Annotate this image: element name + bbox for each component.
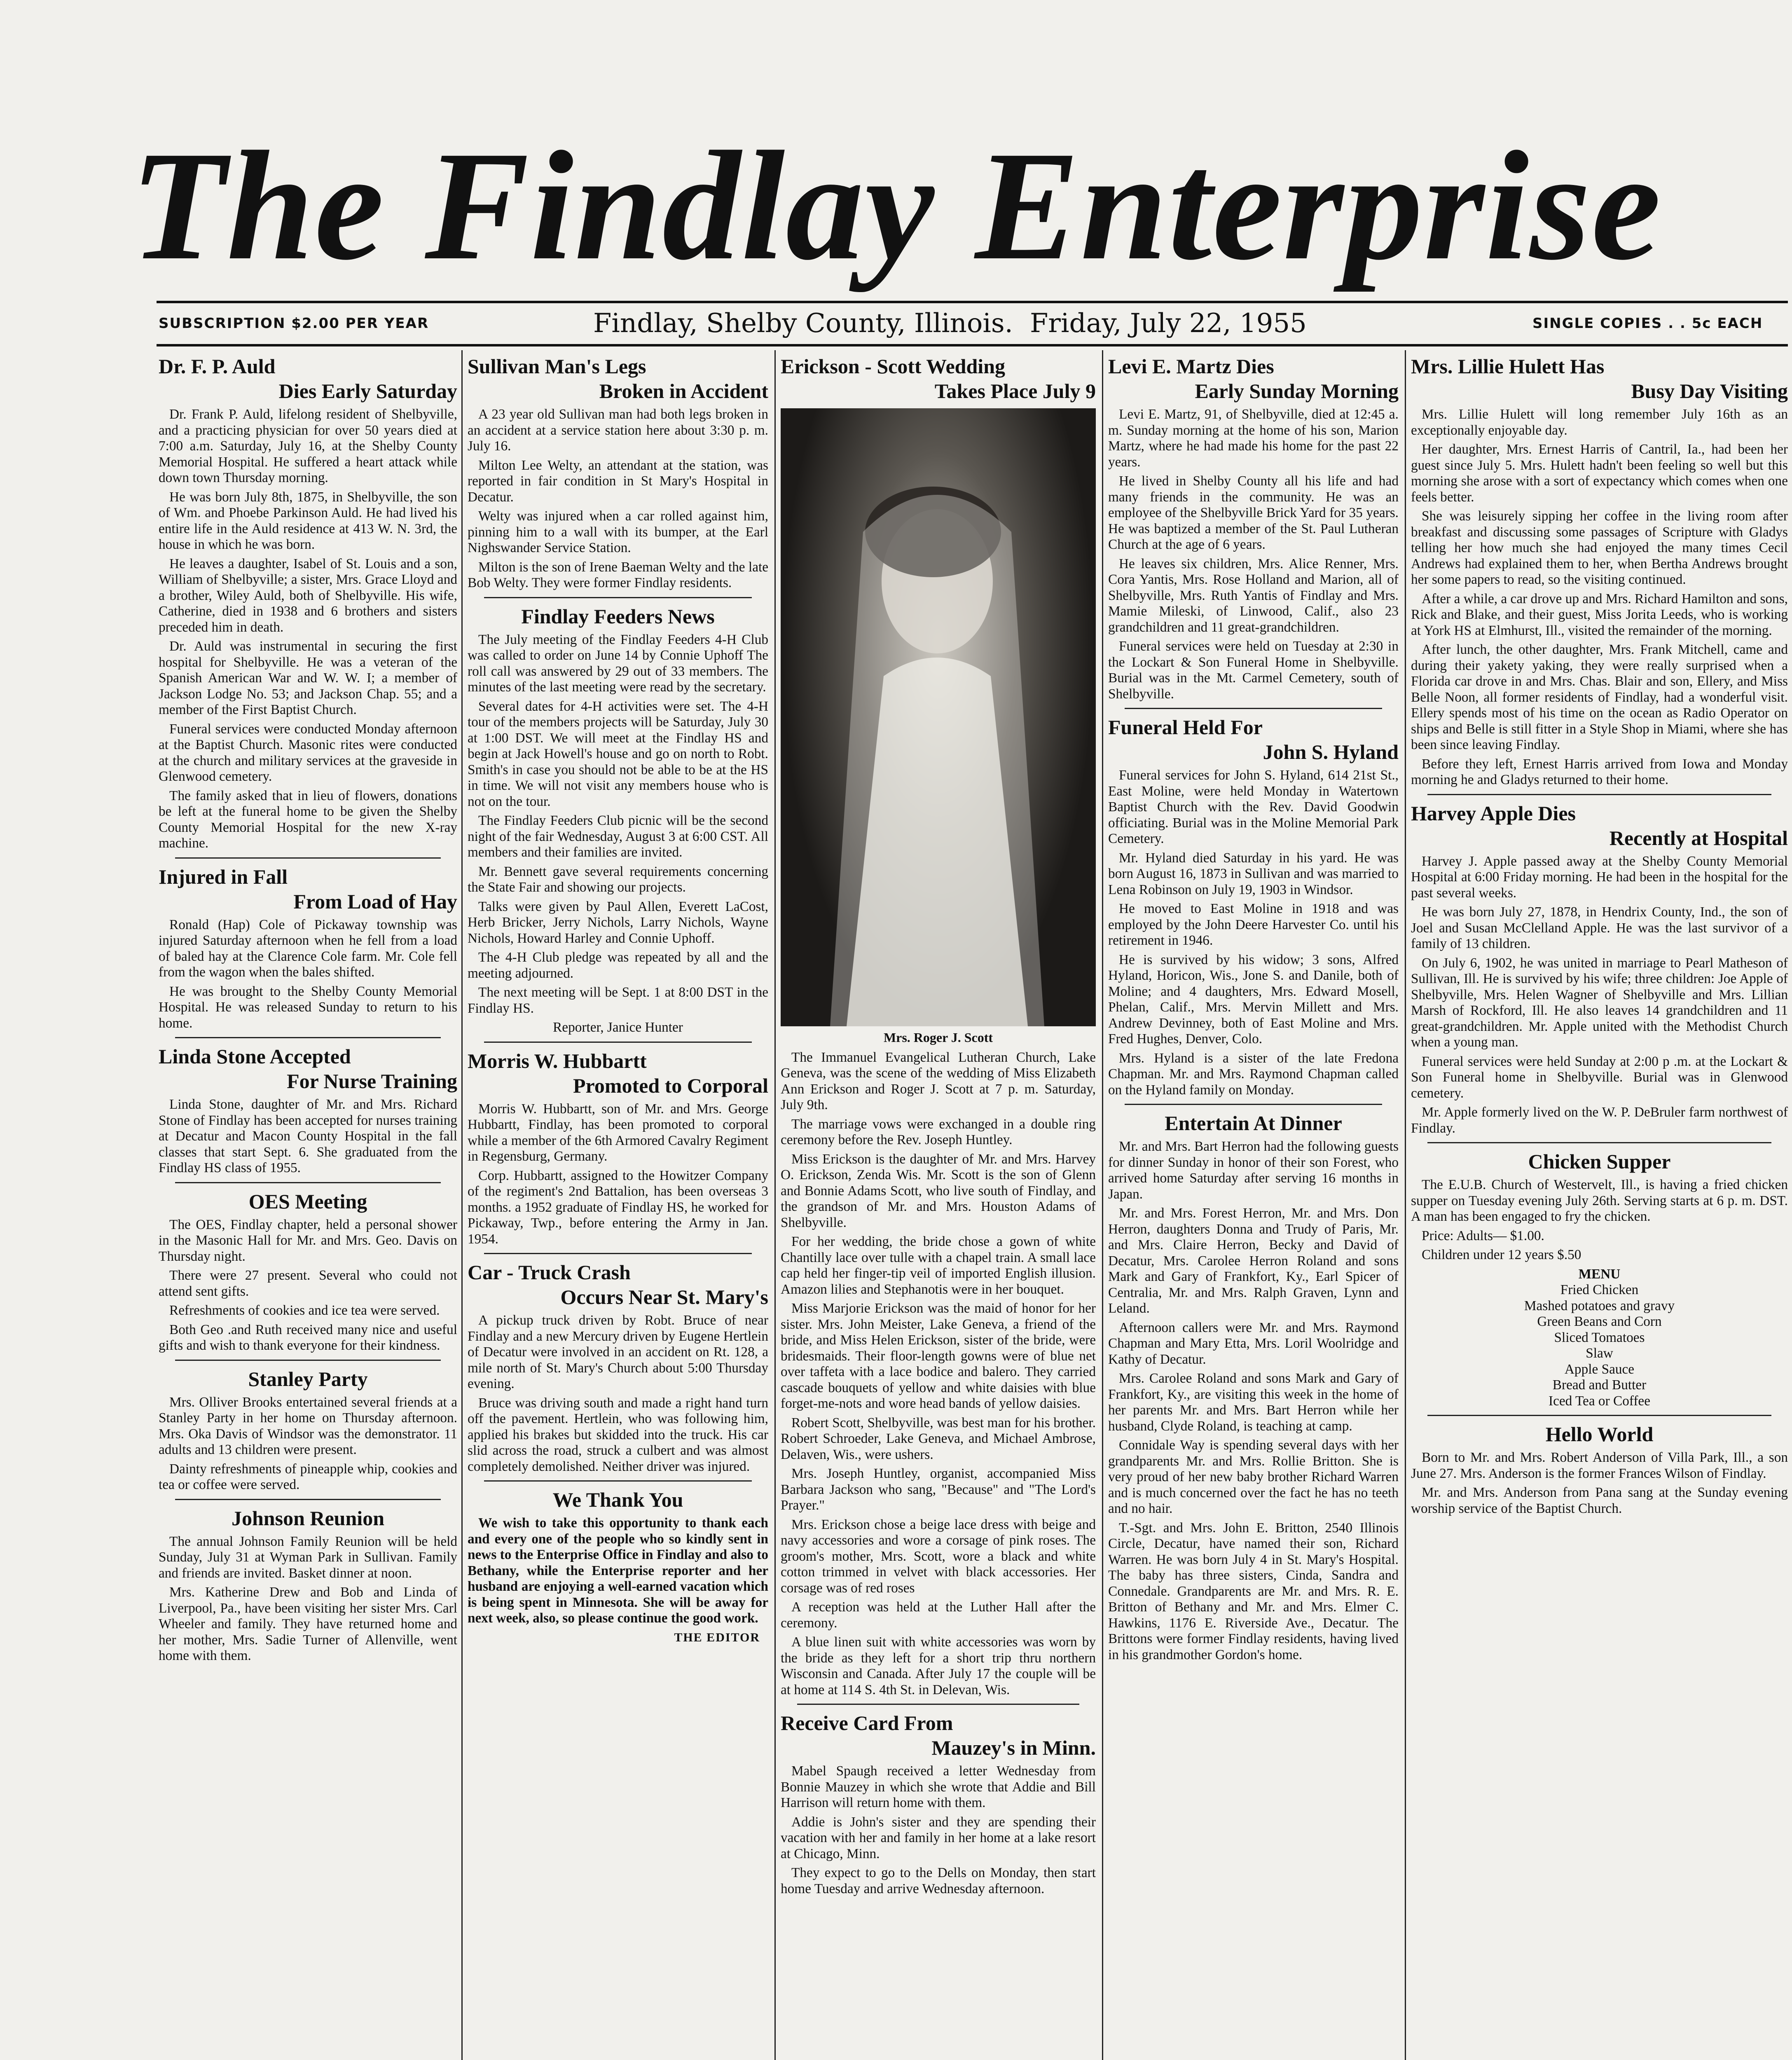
headline (1108, 1111, 1399, 1135)
issue-date: Friday, July 22, 1955 (1030, 308, 1307, 339)
paragraph: Mrs. Katherine Drew and Bob and Linda of Liverpool, Pa., have been visiting her sister Mrs. Carl Wheeler and family. They have returned home and her mother, Mrs. Sadie Turner of Allenville, went home with them. (159, 1585, 457, 1663)
headline (468, 354, 768, 403)
paragraph: T.-Sgt. and Mrs. John E. Britton, 2540 Illinois Circle, Decatur, have named their son, Richard Warren. He was born July 4 in St. Mary's Hospital. The baby has three sisters, Cinda, Sandra and Connedale. Grandparents are Mr. and Mrs. R. E. Britton of Bethany and Mr. and Mrs. Elmer C. Hawkins, 1176 E. Riverside Ave., Decatur. The Brittons were former Findlay residents, having lived in his grandmother Gordon's home. (1108, 1520, 1399, 1662)
menu-item: Green Beans and Corn (1537, 1314, 1662, 1329)
paragraph: A pickup truck driven by Robt. Bruce of near Findlay and a new Mercury driven by Eugene Hertlein of Decatur were involved in an accident on Rt. 128, a mile north of St. Mary's Church about 5:00 Thursday evening. (468, 1313, 768, 1391)
headline (159, 1044, 457, 1093)
article-mauzey (781, 1711, 1096, 1897)
paragraph: Several dates for 4-H activities were set. The 4-H tour of the members projects will be Saturday, July 30 at 1:00 DST. We will meet at the Findlay HS and begin at Jack Howell's house and go on north to Robt. Smith's in case you should not be able to be at the HS in time. We will not visit any members house who is not on the tour. (468, 698, 768, 809)
paragraph: A 23 year old Sullivan man had both legs broken in an accident at a service station here about 3:30 p. m. July 16. (468, 407, 768, 454)
paragraph: Corp. Hubbartt, assigned to the Howitzer Company of the regiment's 2nd Battalion, has been overseas 3 months. a 1952 graduate of Findlay HS, he worked for Pickaway, Twp., before entering the Army in Jan. 1954. (468, 1168, 768, 1247)
paragraph: Dr. Auld was instrumental in securing the first hospital for Shelbyville. He was a veteran of the Spanish American War and W. W. I; a member of Jackson Lodge No. 53; and Jackson Chap. 55; and a member of the First Baptist Church. (159, 639, 457, 717)
paragraph: The 4-H Club pledge was repeated by all and the meeting adjourned. (468, 950, 768, 981)
headline (1411, 354, 1788, 403)
headline-line-2: Broken in Accident (599, 379, 768, 403)
paragraph: Mr. and Mrs. Bart Herron had the following guests for dinner Sunday in honor of their son Forest, who arrived home Saturday after serving 16 months in Japan. (1108, 1139, 1399, 1202)
paragraph: Funeral services for John S. Hyland, 614 21st St., East Moline, were held Monday in Watertown Baptist Church with the Rev. David Goodwin officiating. Burial was in the Moline Memorial Park Cemetery. (1108, 768, 1399, 846)
paragraph: The family asked that in lieu of flowers, donations be left at the funeral home to be given the Shelby County Memorial Hospital for the new X-ray machine. (159, 788, 457, 851)
masthead-bottom-rule (157, 344, 1788, 346)
headline-line-2: Mauzey's in Minn. (931, 1736, 1096, 1759)
paragraph: Her daughter, Mrs. Ernest Harris of Cantril, Ia., had been her guest since July 5. Mrs. Hulett hadn't been feeling so well but this morning she arose with a sort of expectancy which comes when one feels better. (1411, 442, 1788, 505)
article-supper (1411, 1149, 1788, 1409)
menu-item: Fried Chicken (1560, 1282, 1639, 1297)
headline-line-1: Linda Stone Accepted (159, 1045, 351, 1068)
headline (468, 1049, 768, 1098)
paragraph: The Findlay Feeders Club picnic will be the second night of the fair Wednesday, August 3 at 6:00 CST. All members and their families are invited. (468, 813, 768, 860)
paragraph: Mrs. Joseph Huntley, organist, accompanied Miss Barbara Jackson who sang, "Because" and "The Lord's Prayer." (781, 1466, 1096, 1513)
paragraph: Funeral services were held on Tuesday at 2:30 in the Lockart & Son Funeral Home in Shelbyville. Burial was in the Mt. Carmel Cemetery, south of Shelbyville. (1108, 639, 1399, 702)
paragraph: Funeral services were conducted Monday afternoon at the Baptist Church. Masonic rites were conducted at the church and military services at the graveside in Glenwood cemetery. (159, 721, 457, 784)
paragraph: The OES, Findlay chapter, held a personal shower in the Masonic Hall for Mr. and Mrs. Geo. Davis on Thursday night. (159, 1217, 457, 1264)
paragraph: He was brought to the Shelby County Memorial Hospital. He was released Sunday to return to his home. (159, 983, 457, 1031)
headline-line-2: Dies Early Saturday (278, 379, 457, 403)
paragraph: Mr. Apple formerly lived on the W. P. DeBruler farm northwest of Findlay. (1411, 1105, 1788, 1136)
headline (1108, 354, 1399, 403)
article-separator (1427, 1415, 1771, 1416)
headline-line-1: Levi E. Martz Dies (1108, 355, 1274, 378)
article-separator (175, 1182, 441, 1183)
paragraph: Mrs. Erickson chose a beige lace dress with beige and navy accessories and wore a corsage of pink roses. The groom's mother, Mrs. Scott, wore a black and white cotton trimmed in velvet with black accessories. Her corsage was of red roses (781, 1517, 1096, 1596)
headline-line-1: Sullivan Man's Legs (468, 355, 646, 378)
paragraph: He is survived by his widow; 3 sons, Alfred Hyland, Horicon, Wis., Jone S. and Danile, both of Moline; and 4 daughters, Mrs. Edward Mosell, Phelan, Calif., Mrs. Mervin Millett and Mrs. Andrew Devinney, both of East Moline and Mrs. Fred Hughes, Denver, Colo. (1108, 952, 1399, 1046)
paragraph: Levi E. Martz, 91, of Shelbyville, died at 12:45 a. m. Sunday morning at the home of his son, Marion Martz, where he had made his home for the past 22 years. (1108, 407, 1399, 470)
paragraph: Harvey J. Apple passed away at the Shelby County Memorial Hospital at 6:00 Friday morning. He had been in the hospital for the past several weeks. (1411, 853, 1788, 901)
paragraph: After lunch, the other daughter, Mrs. Frank Mitchell, came and during their yakety yaking, they were really surprised when a Florida car drove in and Mrs. Chas. Blair and son, Ellery, and Miss Belle Noon, all former residents of Findlay, had a wonderful visit. Ellery spends most of his time on the ocean as Radio Operator on ships and Belle is still fitter in a Style Shop in Miami, where she has been since leaving Findlay. (1411, 642, 1788, 752)
article-separator (797, 1704, 1079, 1705)
paragraph: They expect to go to the Dells on Monday, then start home Tuesday and arrive Wednesday afternoon. (781, 1865, 1096, 1896)
headline (468, 604, 768, 629)
headline (159, 864, 457, 914)
headline-line-1: Funeral Held For (1108, 716, 1263, 739)
paragraph: Mr. and Mrs. Forest Herron, Mr. and Mrs. Don Herron, daughters Donna and Trudy of Paris, Mr. and Mrs. Claire Herron, Becky and David of Decatur, Mrs. Carolee Herron Roland and sons Mark and Gary of Frankfort, Ky., Earl Spicer of Centralia, Mr. and Mrs. Ralph Graven, Lynn and Leland. (1108, 1206, 1399, 1316)
column-divider (1102, 350, 1103, 2060)
headline (159, 1189, 457, 1214)
bride-portrait-illustration (781, 408, 1096, 1026)
price-children: Children under 12 years $.50 (1422, 1247, 1581, 1262)
headline (159, 354, 457, 403)
paragraph: Mrs. Carolee Roland and sons Mark and Gary of Frankfort, Ky., are visiting this week in the home of her parents Mr. and Mrs. Bart Herron while her husband, Clyde Roland, is teaching at camp. (1108, 1371, 1399, 1434)
article-dinner (1108, 1111, 1399, 1663)
headline-text: Stanley Party (248, 1367, 368, 1390)
menu-item: Sliced Tomatoes (1554, 1330, 1645, 1345)
headline-text: Entertain At Dinner (1165, 1112, 1342, 1135)
menu-title: MENU (1578, 1266, 1621, 1282)
headline-line-1: Harvey Apple Dies (1411, 801, 1576, 825)
article-martz (1108, 354, 1399, 702)
headline (781, 1711, 1096, 1760)
menu-item: Bread and Butter (1552, 1377, 1647, 1393)
paragraph: The annual Johnson Family Reunion will be held Sunday, July 31 at Wyman Park in Sullivan. Family and friends are invited. Basket dinner at noon. (159, 1533, 457, 1581)
paragraph: He lived in Shelby County all his life and had many friends in the community. He was an employee of the Shelbyville Brick Yard for 35 years. He was baptized a member of the St. Paul Lutheran Church at the age of 6 years. (1108, 473, 1399, 552)
paragraph: For her wedding, the bride chose a gown of white Chantilly lace over tulle with a chapel train. A small lace cap held her finger-tip veil of imported English illusion. Amazon lilies and Stephanotis were in her bouquet. (781, 1234, 1096, 1297)
article-separator (1427, 794, 1771, 795)
headline (468, 1487, 768, 1512)
paragraph: Dainty refreshments of pineapple whip, cookies and tea or coffee were served. (159, 1461, 457, 1492)
headline-line-1: Dr. F. P. Auld (159, 355, 276, 378)
article-separator (175, 857, 441, 859)
paragraph: He was born July 8th, 1875, in Shelbyville, the son of Wm. and Phoebe Parkinson Auld. He had lived his entire life in the Auld residence at 413 W. N. 3rd, the house in which he was born. (159, 489, 457, 552)
article-hulett (1411, 354, 1788, 788)
article-hello (1411, 1422, 1788, 1517)
headline (1411, 1149, 1788, 1174)
paragraph: Dr. Frank P. Auld, lifelong resident of Shelbyville, and a practicing physician for over 50 years died at 7:00 a.m. Saturday, July 16, at the Shelby County Memorial Hospital. He suffered a heart attack while down town Thursday morning. (159, 407, 457, 485)
article-separator (175, 1499, 441, 1500)
paragraph: The marriage vows were exchanged in a double ring ceremony before the Rev. Joseph Huntley. (781, 1116, 1096, 1147)
subscription-price: SUBSCRIPTION $2.00 PER YEAR (159, 315, 429, 332)
headline-line-2: Busy Day Visiting (1631, 379, 1788, 403)
paragraph: Talks were given by Paul Allen, Everett LaCost, Herb Bricker, Jerry Nichols, Larry Nichols, Wayne Nichols, Howard Harley and Connie Uphoff. (468, 899, 768, 946)
paragraph: Linda Stone, daughter of Mr. and Mrs. Richard Stone of Findlay has been accepted for nurses training at Decatur and Macon County Hospital in the fall classes that start Sept. 6. She graduated from the Findlay HS class of 1955. (159, 1097, 457, 1175)
headline-line-2: From Load of Hay (293, 890, 457, 913)
headline-text: Chicken Supper (1528, 1150, 1671, 1173)
headline (159, 1367, 457, 1391)
headline (1411, 1422, 1788, 1447)
paragraph: Afternoon callers were Mr. and Mrs. Raymond Chapman and Mary Etta, Mrs. Loril Woolridge and Kathy of Decatur. (1108, 1320, 1399, 1367)
paragraph: Mrs. Hyland is a sister of the late Fredona Chapman. Mr. and Mrs. Raymond Chapman called on the Hyland family on Monday. (1108, 1050, 1399, 1098)
headline (1411, 801, 1788, 850)
headline-line-1: Erickson - Scott Wedding (781, 355, 1005, 378)
column-5 (1411, 348, 1788, 2060)
paragraph: He was born July 27, 1878, in Hendrix County, Ind., the son of Joel and Susan McClelland Apple. He was the last survivor of a family of 13 children. (1411, 904, 1788, 951)
bride-photo (781, 408, 1096, 1026)
paragraph: Mr. Hyland died Saturday in his yard. He was born August 16, 1873 in Sullivan and was married to Lena Robinson on July 19, 1903 in Windsor. (1108, 850, 1399, 897)
paragraph: Milton is the son of Irene Baeman Welty and the late Bob Welty. They were former Findlay residents. (468, 559, 768, 590)
editor-signature: THE EDITOR (674, 1630, 760, 1644)
paragraph: She was leisurely sipping her coffee in the living room after breakfast and discussing some passages of Scripture with Gladys telling her how much she had enjoyed the many times Cecil Andrews had explained them to her, when Bertha Andrews brought her some papers to read, so the visiting continued. (1411, 508, 1788, 587)
article-thanks (468, 1487, 768, 1646)
paragraph: Milton Lee Welty, an attendant at the station, was reported in fair condition in St Mary's Hospital in Decatur. (468, 457, 768, 505)
article-hyland (1108, 715, 1399, 1098)
headline-line-1: Morris W. Hubbartt (468, 1049, 647, 1072)
paragraph: Miss Erickson is the daughter of Mr. and Mrs. Harvey O. Erickson, Zenda Wis. Mr. Scott is the son of Glenn and Bonnie Adams Scott, who live south of Findlay, and the grandson of Mr. and Mrs. Houston Adams of Shelbyville. (781, 1151, 1096, 1230)
article-stone (159, 1044, 457, 1176)
paragraph: He leaves a daughter, Isabel of St. Louis and a son, William of Shelbyville; a sister, Mrs. Grace Lloyd and a brother, Wiley Auld, both of Shelbyville. His wife, Catherine, died in 1938 and 6 brothers and sisters preceded him in death. (159, 556, 457, 635)
paragraph: Refreshments of cookies and ice tea were served. (169, 1303, 440, 1318)
headline (781, 354, 1096, 403)
photo-caption: Mrs. Roger J. Scott (883, 1030, 993, 1045)
supper-menu (1411, 1266, 1788, 1409)
paragraph: Welty was injured when a car rolled against him, pinning him to a wall with its bumper, at the Earl Nighswander Service Station. (468, 508, 768, 555)
single-copy-price: SINGLE COPIES . . 5c EACH (1532, 315, 1763, 332)
column-divider (774, 350, 776, 2060)
paragraph: Mr. and Mrs. Anderson from Pana sang at the Sunday evening worship service of the Baptist Church. (1411, 1485, 1788, 1516)
paragraph: Ronald (Hap) Cole of Pickaway township was injured Saturday afternoon when he fell from a load of baled hay at the Clarence Cole farm. Mr. Cole fell from the wagon when the bales shifted. (159, 917, 457, 980)
paragraph: Miss Marjorie Erickson was the maid of honor for her sister. Mrs. John Meister, Lake Geneva, a friend of the bride, and Miss Helen Erickson, sister of the bride, were bridesmaids. Their floor-length gowns were of blue net over taffeta with a lace bodice and balero. They carried cascade bouquets of yellow and white daisies with blue forget-me-nots and wore head bands of yellow daisies. (781, 1301, 1096, 1411)
column-4 (1108, 348, 1399, 2060)
headline-line-2: Takes Place July 9 (934, 379, 1096, 403)
headline-line-2: Early Sunday Morning (1195, 379, 1399, 403)
masthead-title: The Findlay Enterprise (130, 119, 1662, 293)
headline-line-1: Injured in Fall (159, 865, 288, 888)
headline-line-2: Occurs Near St. Mary's (560, 1285, 768, 1309)
paragraph: There were 27 present. Several who could not attend sent gifts. (159, 1268, 457, 1299)
paragraph: Mabel Spaugh received a letter Wednesday from Bonnie Mauzey in which she wrote that Addie and Bill Harrison will return home with them. (781, 1763, 1096, 1810)
dateline-location: Findlay, Shelby County, Illinois. (593, 308, 1013, 339)
headline (159, 1506, 457, 1531)
menu-item: Iced Tea or Coffee (1549, 1393, 1650, 1409)
article-hubbartt (468, 1049, 768, 1248)
paragraph: The Immanuel Evangelical Lutheran Church, Lake Geneva, was the scene of the wedding of Miss Elizabeth Ann Erickson and Roger J. Scott at 7 p. m. Saturday, July 9th. (781, 1049, 1096, 1112)
paragraph: A reception was held at the Luther Hall after the ceremony. (781, 1599, 1096, 1631)
headline-line-2: For Nurse Training (287, 1070, 457, 1093)
paragraph: Mrs. Lillie Hulett will long remember July 16th as an exceptionally enjoyable day. (1411, 407, 1788, 438)
article-separator (1125, 708, 1382, 709)
article-separator (175, 1360, 441, 1361)
article-crash (468, 1260, 768, 1475)
paragraph: Mr. Bennett gave several requirements concerning the State Fair and showing our projects. (468, 864, 768, 895)
paragraph: The July meeting of the Findlay Feeders 4-H Club was called to order on June 14 by Connie Uphoff The roll call was answered by 29 out of 33 members. The minutes of the last meeting were read by the secretary. (468, 632, 768, 695)
article-apple (1411, 801, 1788, 1137)
menu-item: Slaw (1586, 1346, 1613, 1361)
article-separator (484, 597, 752, 598)
headline-line-2: Recently at Hospital (1609, 826, 1788, 850)
headline-text: We Thank You (552, 1488, 683, 1511)
headline (468, 1260, 768, 1309)
headline-line-1: Car - Truck Crash (468, 1261, 631, 1284)
paragraph: Before they left, Ernest Harris arrived from Iowa and Monday morning he and Gladys returned to their home. (1411, 756, 1788, 787)
headline-text: Johnson Reunion (232, 1506, 384, 1530)
column-divider (461, 350, 463, 2060)
column-divider (1405, 350, 1406, 2060)
article-separator (1125, 1104, 1382, 1105)
paragraph: The next meeting will be Sept. 1 at 8:00 DST in the Findlay HS. (468, 985, 768, 1016)
headline-text: Hello World (1545, 1423, 1654, 1446)
article-wedding (781, 354, 1096, 1698)
menu-item: Mashed potatoes and gravy (1524, 1298, 1675, 1313)
price-adults: Price: Adults— $1.00. (1422, 1228, 1544, 1243)
article-sullivan (468, 354, 768, 591)
paragraph: Bruce was driving south and made a right hand turn off the pavement. Hertlein, who was following him, applied his brakes but skidded into the truck. His car slid across the road, struck a culbert and was almost completely demolished. Neither driver was injured. (468, 1395, 768, 1474)
paragraph: Funeral services were held Sunday at 2:00 p .m. at the Lockart & Son Funeral home in Shelbyville. Burial was in Glenwood cemetery. (1411, 1053, 1788, 1101)
headline-text: OES Meeting (248, 1189, 367, 1213)
column-1 (159, 348, 457, 2060)
article-separator (484, 1253, 752, 1254)
headline-line-1: Mrs. Lillie Hulett Has (1411, 355, 1605, 378)
column-2 (468, 348, 768, 2060)
paragraph: Robert Scott, Shelbyville, was best man for his brother. Robert Schroeder, Lake Geneva, and Michael Ambrose, Delaven, Wis., were ushers. (781, 1415, 1096, 1462)
paragraph: Born to Mr. and Mrs. Robert Anderson of Villa Park, Ill., a son June 27. Mrs. Anderson is the former Frances Wilson of Findlay. (1411, 1450, 1788, 1481)
article-separator (484, 1480, 752, 1482)
headline (1108, 715, 1399, 764)
article-johnson (159, 1506, 457, 1664)
article-separator (1427, 1142, 1771, 1143)
paragraph: Morris W. Hubbartt, son of Mr. and Mrs. George Hubbartt, Findlay, has been promoted to corporal while a member of the 6th Armored Cavalry Regiment in Regensburg, Germany. (468, 1101, 768, 1164)
paragraph: Connidale Way is spending several days with her grandparents Mr. and Mrs. Rollie Britton. She is very proud of her new baby brother Richard Warren and is much concerned over the fact he has no teeth and no hair. (1108, 1437, 1399, 1516)
article-oes (159, 1189, 457, 1354)
headline-line-1: Receive Card From (781, 1711, 953, 1735)
paragraph: Addie is John's sister and they are spending their vacation with her and family in her home at a lake resort at Chicago, Minn. (781, 1814, 1096, 1861)
paragraph: Mrs. Olliver Brooks entertained several friends at a Stanley Party in her home on Thursday afternoon. Mrs. Oka Davis of Windsor was the demonstrator. 11 adults and 13 children were present. (159, 1394, 457, 1457)
headline-text: Findlay Feeders News (521, 604, 715, 628)
paragraph: Both Geo .and Ruth received many nice and useful gifts and wish to thank everyone for their kindness. (159, 1322, 457, 1353)
headline-line-2: John S. Hyland (1263, 740, 1399, 763)
headline-line-2: Promoted to Corporal (573, 1074, 768, 1097)
paragraph: The E.U.B. Church of Westervelt, Ill., is having a fried chicken supper on Tuesday evening July 26th. Serving starts at 6 p. m. DST. A man has been engaged to fry the chicken. (1411, 1177, 1788, 1224)
article-feeders (468, 604, 768, 1036)
paragraph: On July 6, 1902, he was united in marriage to Pearl Matheson of Sullivan, Ill. He is survived by his wife; three children: Joe Apple of Shelbyville, Mrs. Helen Wagner of Shelbyville and Mrs. Lillian Marsh of Rockford, Ill. He also leaves 14 grandchildren and 11 great-grandchildren. Mr. Apple united with the Methodist Church when a young man. (1411, 955, 1788, 1050)
reporter-credit: Reporter, Janice Hunter (553, 1020, 683, 1035)
article-separator (484, 1042, 752, 1043)
paragraph: After a while, a car drove up and Mrs. Richard Hamilton and sons, Rick and Blake, and their guest, Miss Jorita Leeds, who is working at York HS at Elmhurst, Ill., visited the remainder of the morning. (1411, 591, 1788, 638)
paragraph: He moved to East Moline in 1918 and was employed by the John Deere Harvester Co. until his retirement in 1946. (1108, 901, 1399, 948)
article-auld (159, 354, 457, 852)
paragraph: We wish to take this opportunity to thank each and every one of the people who so kindly sent in news to the Enterprise Office in Findlay and also to Bethany, while the Enterprise reporter and her husband are enjoying a well-earned vacation which is being spent in Minnesota. She will be away for next week, also, so please continue the good work. (468, 1515, 768, 1626)
paragraph: A blue linen suit with white accessories was worn by the bride as they left for a short trip thru northern Wisconsin and Canada. After July 17 the couple will be at home at 114 S. 4th St. in Delevan, Wis. (781, 1634, 1096, 1697)
article-separator (175, 1037, 441, 1038)
article-stanley (159, 1367, 457, 1493)
paragraph: He leaves six children, Mrs. Alice Renner, Mrs. Cora Yantis, Mrs. Rose Holland and Marion, all of Shelbyville, Mrs. Ruth Yantis of Findlay and Mrs. Mamie Mileski, of Linwood, Calif., also 23 grandchildren and 11 great-grandchildren. (1108, 556, 1399, 635)
column-3 (781, 348, 1096, 2060)
menu-item: Apple Sauce (1564, 1361, 1635, 1377)
article-injured (159, 864, 457, 1032)
